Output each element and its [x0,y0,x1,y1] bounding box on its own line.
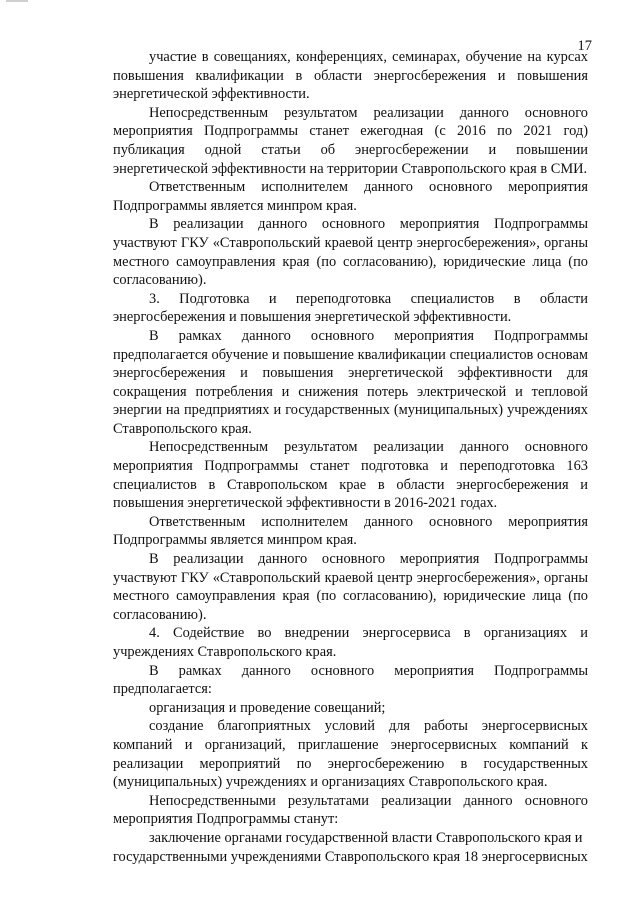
section-heading: 4. Содействие во внедрении энергосервиса в организациях и учреждениях Ставропольского края. [113,625,588,660]
paragraph: заключение органами государственной власти Ставропольского края и государственными учреждениями Ставропольского края 18 энергосервисных [113,829,588,865]
paragraph: Непосредственными результатами реализации данного основного мероприятия Подпрограммы станут: [113,792,588,828]
paragraph: В реализации данного основного мероприятия Подпрограммы участвуют ГКУ «Ставропольский краевой центр энергосбережения», органы местного самоуправления края (по согласованию), юридические лица (по согласованию). [113,551,588,623]
paragraph: Непосредственным результатом реализации данного основного мероприятия Подпрограммы станет ежегодная (с 2016 по 2021 год) публикация одной статьи об энергосбережении и повышении энергетической эффективности на территории Ставропольского края в СМИ. [113,104,588,177]
paragraph: Непосредственным результатом реализации данного основного мероприятия Подпрограммы станет подготовка и переподготовка 163 специалистов в Ставропольском крае в области энергосбережения и повышения энергетической эффективности в 2016-2021 годах. [113,439,588,512]
paragraph: В реализации данного основного мероприятия Подпрограммы участвуют ГКУ «Ставропольский краевой центр энергосбережения», органы местного самоуправления края (по согласованию), юридические лица (по согласованию). [113,216,588,289]
scan-artifact-line [6,0,28,2]
paragraph: Ответственным исполнителем данного основного мероприятия Подпрограммы является минпром края. [113,513,588,549]
document-body [113,48,588,866]
paragraph: Ответственным исполнителем данного основного мероприятия Подпрограммы является минпром края. [113,179,588,214]
paragraph: В рамках данного основного мероприятия Подпрограммы предполагается: [113,662,588,698]
paragraph: создание благоприятных условий для работы энергосервисных компаний и организаций, приглашение энергосервисных компаний к реализации мероприятий по энергосбережению в государственных (муниципальных) учреждениях и организациях Ставропольского края. [113,718,588,791]
section-heading: 3. Подготовка и переподготовка специалистов в области энергосбережения и повышения энергетической эффективности. [113,290,588,326]
paragraph: В рамках данного основного мероприятия Подпрограммы предполагается обучение и повышение квалификации специалистов основам энергосбережения и повышения энергетической эффективности для сокращения потребления и снижения потерь электрической и тепловой энергии на предприятиях и государственных (муниципальных) учреждениях Ставропольского края. [113,327,588,437]
page-number: 17 [577,38,592,54]
paragraph: организация и проведение совещаний; [149,699,386,716]
paragraph: участие в совещаниях, конференциях, семинарах, обучение на курсах повышения квалификации в области энергосбережения и повышения энергетической эффективности. [113,49,588,103]
